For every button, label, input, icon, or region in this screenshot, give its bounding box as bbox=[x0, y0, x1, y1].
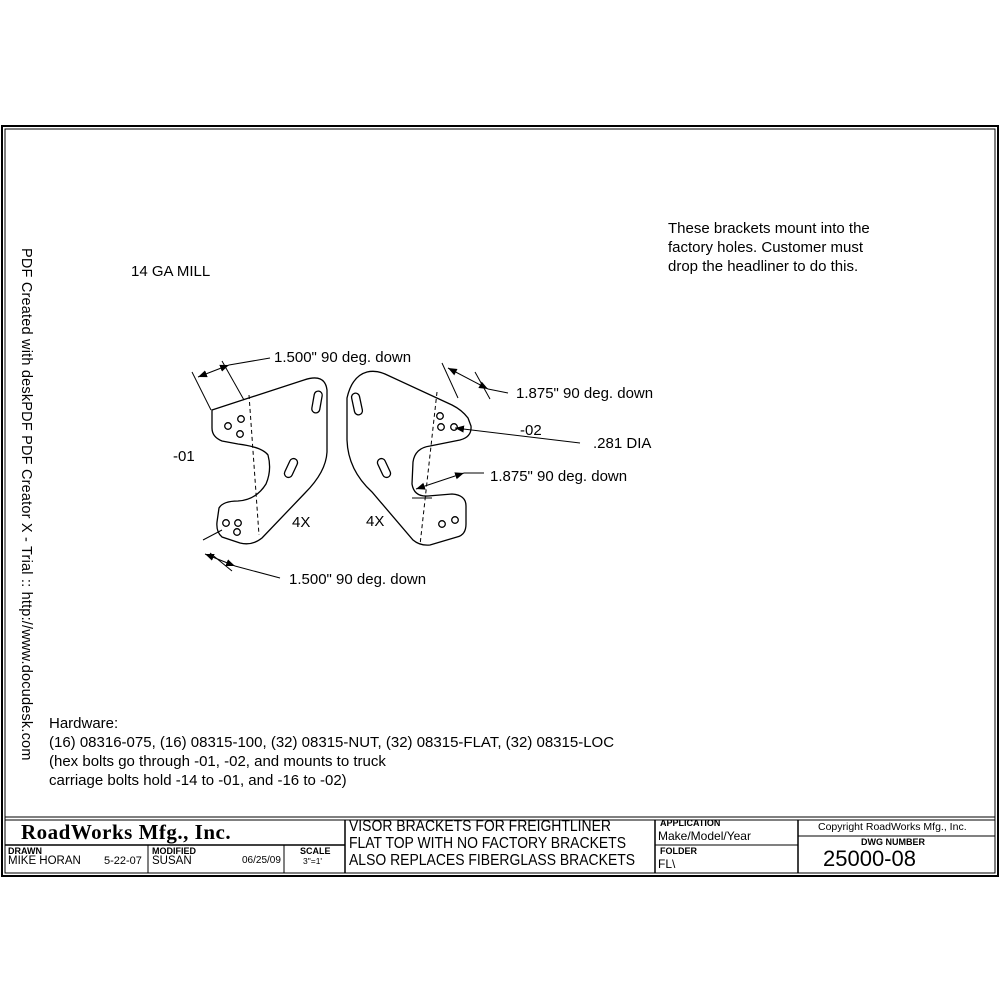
modified-date: 06/25/09 bbox=[242, 855, 281, 866]
copyright-notice: Copyright RoadWorks Mfg., Inc. bbox=[818, 821, 967, 833]
dwg-number-label: DWG NUMBER bbox=[861, 837, 925, 847]
watermark-text: PDF Created with deskPDF PDF Creator X - Trial :: http://www.docudesk.com bbox=[18, 248, 34, 761]
drawing-title-line-1: VISOR BRACKETS FOR FREIGHTLINER bbox=[349, 818, 611, 835]
application-value: Make/Model/Year bbox=[658, 829, 751, 843]
company-name: RoadWorks Mfg., Inc. bbox=[21, 820, 232, 844]
drawn-date: 5-22-07 bbox=[104, 855, 142, 867]
dimension-top-right: 1.875" 90 deg. down bbox=[516, 385, 654, 402]
hardware-line-3: carriage bolts hold -14 to -01, and -16 to -02) bbox=[49, 772, 347, 789]
dimension-top-left: 1.500" 90 deg. down bbox=[274, 349, 412, 366]
quantity-right: 4X bbox=[366, 513, 385, 530]
hardware-line-2: (hex bolts go through -01, -02, and mounts to truck bbox=[49, 753, 386, 770]
part-label-01: -01 bbox=[173, 448, 195, 465]
mount-note-line-3: drop the headliner to do this. bbox=[668, 258, 859, 275]
mount-note-line-1: These brackets mount into the bbox=[668, 220, 870, 237]
dimension-bottom-left: 1.500" 90 deg. down bbox=[289, 571, 427, 588]
hole-diameter-note: .281 DIA bbox=[593, 435, 652, 452]
hardware-line-1: (16) 08316-075, (16) 08315-100, (32) 08315-NUT, (32) 08315-FLAT, (32) 08315-LOC bbox=[49, 734, 615, 751]
dwg-number: 25000-08 bbox=[823, 846, 916, 871]
scale-value: 3"=1' bbox=[303, 856, 323, 866]
modified-label: MODIFIED bbox=[152, 846, 196, 856]
mount-note-line-2: factory holes. Customer must bbox=[668, 239, 864, 256]
drawn-by: MIKE HORAN bbox=[8, 855, 81, 867]
drawing-title-line-2: FLAT TOP WITH NO FACTORY BRACKETS bbox=[349, 835, 627, 852]
hardware-title: Hardware: bbox=[49, 715, 119, 732]
part-label-02: -02 bbox=[520, 422, 542, 439]
application-label: APPLICATION bbox=[660, 818, 721, 828]
drawn-label: DRAWN bbox=[8, 846, 42, 856]
watermark bbox=[18, 248, 38, 768]
dimension-mid-right: 1.875" 90 deg. down bbox=[490, 468, 628, 485]
folder-label: FOLDER bbox=[660, 846, 697, 856]
material-note: 14 GA MILL bbox=[131, 263, 211, 280]
modified-by: SUSAN bbox=[152, 855, 192, 867]
scale-label: SCALE bbox=[300, 846, 331, 856]
folder-value: FL\ bbox=[658, 857, 676, 871]
drawing-title-line-3: ALSO REPLACES FIBERGLASS BRACKETS bbox=[349, 852, 636, 869]
quantity-left: 4X bbox=[292, 514, 311, 531]
